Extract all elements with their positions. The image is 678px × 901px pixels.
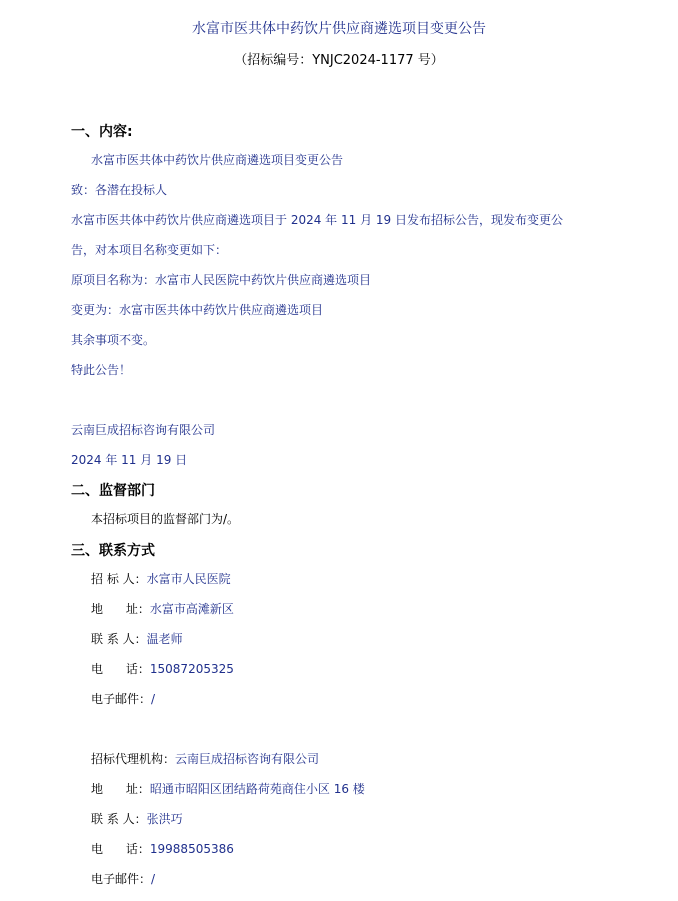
agency-phone-label: 电 话： bbox=[91, 842, 150, 856]
section-supervision-heading: 二、监督部门 bbox=[71, 483, 155, 499]
signature-date: 2024 年 11 月 19 日 bbox=[71, 453, 188, 467]
agency-contact-label: 联 系 人： bbox=[91, 812, 147, 826]
tenderer-name-row bbox=[91, 570, 231, 587]
original-name-line: 原项目名称为：水富市人民医院中药饮片供应商遴选项目 bbox=[71, 273, 372, 287]
tenderer-name-label: 招 标 人： bbox=[91, 572, 147, 586]
salutation-line: 致：各潜在投标人 bbox=[71, 183, 168, 197]
tenderer-name-value: 水富市人民医院 bbox=[146, 572, 231, 586]
other-unchanged-line: 其余事项不变。 bbox=[71, 333, 156, 347]
tenderer-address-label: 地 址： bbox=[91, 602, 150, 616]
tenderer-phone-label: 电 话： bbox=[91, 662, 150, 676]
tenderer-address-row bbox=[91, 600, 234, 617]
agency-name-value: 云南巨成招标咨询有限公司 bbox=[175, 752, 320, 766]
tenderer-email-label: 电子邮件： bbox=[91, 692, 152, 706]
bid-number: （招标编号：YNJC2024-1177 号） bbox=[234, 53, 444, 68]
agency-address-label: 地 址： bbox=[91, 782, 150, 796]
agency-email-value: / bbox=[151, 872, 156, 886]
agency-contact-value: 张洪巧 bbox=[146, 812, 183, 826]
agency-name-label: 招标代理机构： bbox=[91, 752, 176, 766]
notice-name-line: 水富市医共体中药饮片供应商遴选项目变更公告 bbox=[91, 153, 344, 167]
agency-email-row bbox=[91, 870, 155, 887]
tenderer-phone-row bbox=[91, 660, 234, 677]
body-line-1: 水富市医共体中药饮片供应商遴选项目于 2024 年 11 月 19 日发布招标公告，现发布变更公 bbox=[71, 213, 563, 227]
agency-phone-row bbox=[91, 840, 234, 857]
supervision-text: 本招标项目的监督部门为/。 bbox=[91, 512, 240, 526]
agency-phone-value: 19988505386 bbox=[149, 842, 234, 856]
tenderer-contact-row bbox=[91, 630, 183, 647]
company-signature: 云南巨成招标咨询有限公司 bbox=[71, 423, 216, 437]
agency-address-row bbox=[91, 780, 365, 797]
agency-contact-row bbox=[91, 810, 183, 827]
closing-line: 特此公告！ bbox=[71, 363, 132, 377]
agency-email-label: 电子邮件： bbox=[91, 872, 152, 886]
page-title: 水富市医共体中药饮片供应商遴选项目变更公告 bbox=[192, 21, 486, 37]
tenderer-phone-value: 15087205325 bbox=[149, 662, 234, 676]
section-contact-heading: 三、联系方式 bbox=[71, 543, 155, 559]
changed-name-line: 变更为：水富市医共体中药饮片供应商遴选项目 bbox=[71, 303, 324, 317]
tenderer-email-value: / bbox=[151, 692, 156, 706]
tenderer-email-row bbox=[91, 690, 155, 707]
agency-address-value: 昭通市昭阳区团结路荷苑商住小区 16 楼 bbox=[149, 782, 365, 796]
tenderer-contact-value: 温老师 bbox=[146, 632, 183, 646]
agency-name-row bbox=[91, 750, 319, 767]
body-line-2: 告，对本项目名称变更如下： bbox=[71, 243, 228, 257]
section-content-heading: 一、内容: bbox=[71, 124, 133, 140]
tenderer-contact-label: 联 系 人： bbox=[91, 632, 147, 646]
tenderer-address-value: 水富市高滩新区 bbox=[149, 602, 234, 616]
